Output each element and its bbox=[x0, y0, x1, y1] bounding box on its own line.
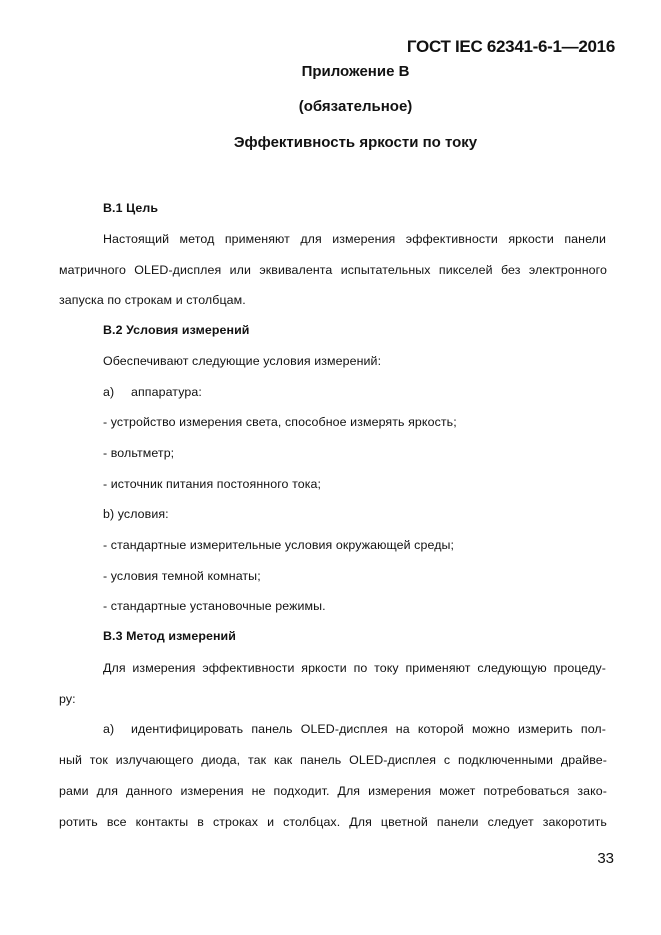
paragraph-line: рами для данного измерения не подходит. Для измерения может потребоваться зако- bbox=[59, 784, 607, 798]
list-item: - стандартные установочные режимы. bbox=[103, 599, 326, 613]
list-item-b: b) условия: bbox=[103, 507, 169, 521]
paragraph-line: Для измерения эффективности яркости по току применяют следующую процеду- bbox=[103, 661, 606, 675]
paragraph-line: ный ток излучающего диода, так как панель OLED-дисплея с подключенными драйве- bbox=[59, 753, 607, 767]
paragraph-line: Настоящий метод применяют для измерения эффективности яркости панели bbox=[103, 232, 606, 246]
page-number: 33 bbox=[597, 850, 614, 867]
paragraph-line: ру: bbox=[59, 692, 76, 706]
appendix-subject: Эффективность яркости по току bbox=[233, 134, 478, 151]
list-item: - стандартные измерительные условия окружающей среды; bbox=[103, 538, 455, 552]
list-item: - вольтметр; bbox=[103, 446, 175, 460]
list-item-a-label: аппаратура: bbox=[131, 385, 202, 399]
paragraph-line: идентифицировать панель OLED-дисплея на которой можно измерить пол- bbox=[131, 722, 606, 736]
list-marker-a: a) bbox=[103, 385, 115, 399]
section-heading-b3: В.3 Метод измерений bbox=[103, 629, 236, 643]
paragraph-line: запуска по строкам и столбцам. bbox=[59, 293, 246, 307]
list-marker-a: a) bbox=[103, 722, 115, 736]
paragraph-line: Обеспечивают следующие условия измерений: bbox=[103, 354, 382, 368]
list-item: - условия темной комнаты; bbox=[103, 569, 261, 583]
list-item: - источник питания постоянного тока; bbox=[103, 477, 322, 491]
section-heading-b1: В.1 Цель bbox=[103, 201, 159, 215]
appendix-title: Приложение В bbox=[301, 63, 410, 80]
appendix-status: (обязательное) bbox=[298, 98, 413, 115]
standard-code: ГОСТ IEC 62341-6-1—2016 bbox=[406, 37, 615, 56]
paragraph-line: матричного OLED-дисплея или эквивалента испытательных пикселей без электронного bbox=[59, 263, 607, 277]
list-item: - устройство измерения света, способное измерять яркость; bbox=[103, 415, 457, 429]
section-heading-b2: В.2 Условия измерений bbox=[103, 323, 250, 337]
paragraph-line: ротить все контакты в строках и столбцах. Для цветной панели следует закоротить bbox=[59, 815, 607, 829]
